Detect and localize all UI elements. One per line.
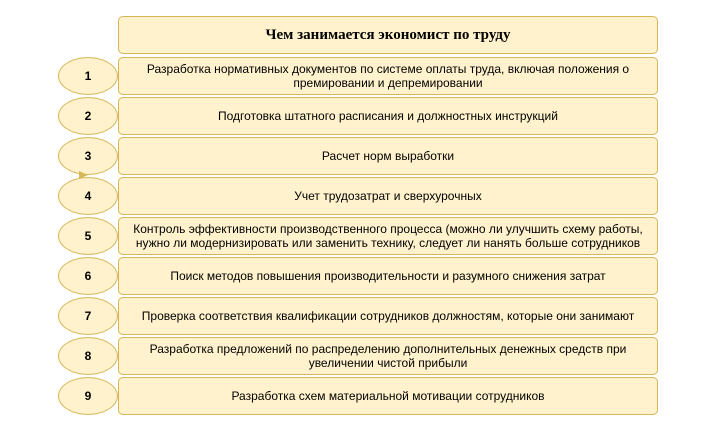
item-number: 5 — [58, 217, 118, 255]
item-number: 3 — [58, 137, 118, 175]
item-number: 1 — [58, 57, 118, 95]
item-box: Разработка предложений по распределению дополнительных денежных средств при увеличении чистой прибыли — [118, 337, 658, 375]
item-box: Поиск методов повышения производительности и разумного снижения затрат — [118, 257, 658, 295]
item-number: 2 — [58, 97, 118, 135]
arrow-right-icon — [79, 171, 88, 179]
item-number: 7 — [58, 297, 118, 335]
item-box: Учет трудозатрат и сверхурочных — [118, 177, 658, 215]
item-number: 9 — [58, 377, 118, 415]
item-box: Проверка соответствия квалификации сотрудников должностям, которые они занимают — [118, 297, 658, 335]
item-box: Контроль эффективности производственного процесса (можно ли улучшить схему работы, нужно ли модернизировать или заменить технику, следует ли нанять больше сотрудников — [118, 217, 658, 255]
item-box: Разработка схем материальной мотивации сотрудников — [118, 377, 658, 415]
item-number: 4 — [58, 177, 118, 215]
item-box: Разработка нормативных документов по системе оплаты труда, включая положения о премировании и депремировании — [118, 57, 658, 95]
item-number: 6 — [58, 257, 118, 295]
item-box: Расчет норм выработки — [118, 137, 658, 175]
item-box: Подготовка штатного расписания и должностных инструкций — [118, 97, 658, 135]
diagram-title: Чем занимается экономист по труду — [118, 16, 658, 54]
item-number: 8 — [58, 337, 118, 375]
